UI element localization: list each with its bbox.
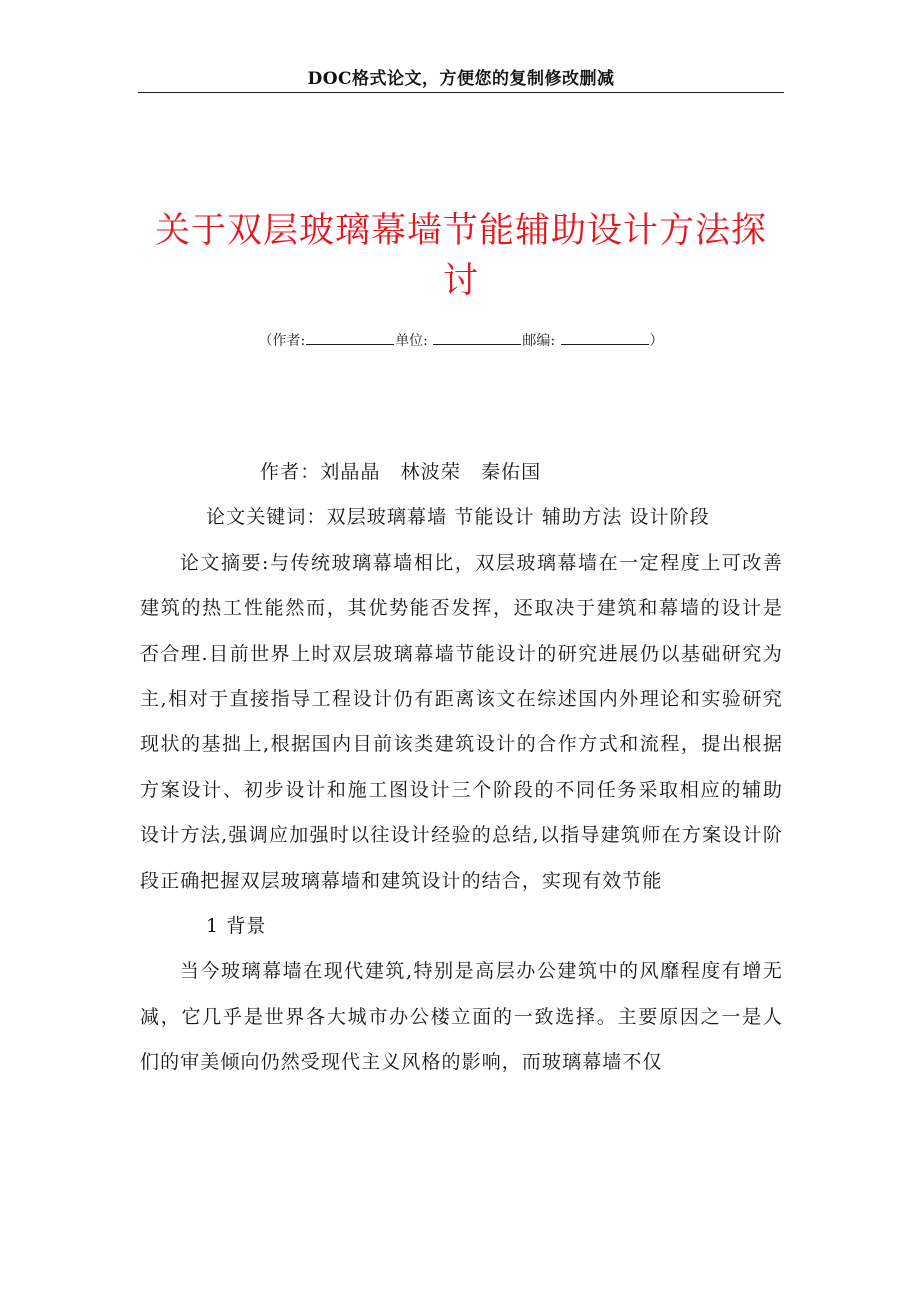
author-label: 作者: bbox=[272, 333, 306, 349]
close-paren: ） bbox=[649, 333, 664, 349]
authors-line bbox=[140, 450, 783, 495]
author-name: 秦佑国 bbox=[480, 461, 542, 483]
document-title: 关于双层玻璃幕墙节能辅助设计方法探讨 bbox=[154, 211, 767, 301]
unit-blank bbox=[433, 332, 521, 345]
author-blank bbox=[306, 332, 394, 345]
author-info-line bbox=[140, 330, 782, 350]
section-paragraph: 当今玻璃幕墙在现代建筑,特别是高层办公建筑中的风靡程度有增无减，它几乎是世界各大城市办公楼立面的一致选择。主要原因之一是人们的审美倾向仍然受现代主义风格的影响，而玻璃幕墙不仅 bbox=[140, 960, 783, 1074]
open-paren: （ bbox=[258, 333, 273, 349]
author-name: 刘晶晶 bbox=[320, 461, 381, 483]
abstract-text: 与传统玻璃幕墙相比，双层玻璃幕墙在一定程度上可改善建筑的热工性能然而，其优势能否发挥，还取决于建筑和幕墙的设计是否合理.目前世界上时双层玻璃幕墙节能设计的研究进展仍以基础研究为主,相对于直接指导工程设计仍有距离该文在综述国内外理论和实验研究现状的基拙上,根据国内目前该类建筑设计的合作方式和流程，提出根据方案设计、初步设计和施工图设计三个阶段的不同任务采取相应的辅助设计方法,强调应加强时以往设计经验的总结,以指导建筑师在方案设计阶段正确把握双层玻璃幕墙和建筑设计的结合，实现有效节能 bbox=[140, 551, 783, 892]
postcode-label: 邮编: bbox=[522, 333, 556, 349]
keyword: 节能设计 bbox=[454, 506, 535, 529]
authors-label: 作者： bbox=[260, 461, 321, 483]
document-body bbox=[140, 450, 783, 1086]
page-header: DOC格式论文，方便您的复制修改删减 bbox=[307, 69, 615, 89]
keyword: 设计阶段 bbox=[629, 506, 710, 529]
unit-label: 单位: bbox=[395, 333, 428, 349]
postcode-blank bbox=[561, 332, 649, 345]
keyword: 双层玻璃幕墙 bbox=[326, 506, 448, 529]
keyword: 辅助方法 bbox=[541, 506, 623, 529]
header-divider bbox=[138, 92, 784, 93]
section-heading: 1 背景 bbox=[206, 915, 267, 938]
abstract-paragraph bbox=[140, 541, 783, 904]
abstract-label: 论文摘要: bbox=[179, 551, 270, 574]
keywords-label: 论文关键词： bbox=[206, 506, 327, 529]
author-name: 林波荣 bbox=[400, 461, 461, 483]
keywords-line bbox=[140, 495, 783, 540]
